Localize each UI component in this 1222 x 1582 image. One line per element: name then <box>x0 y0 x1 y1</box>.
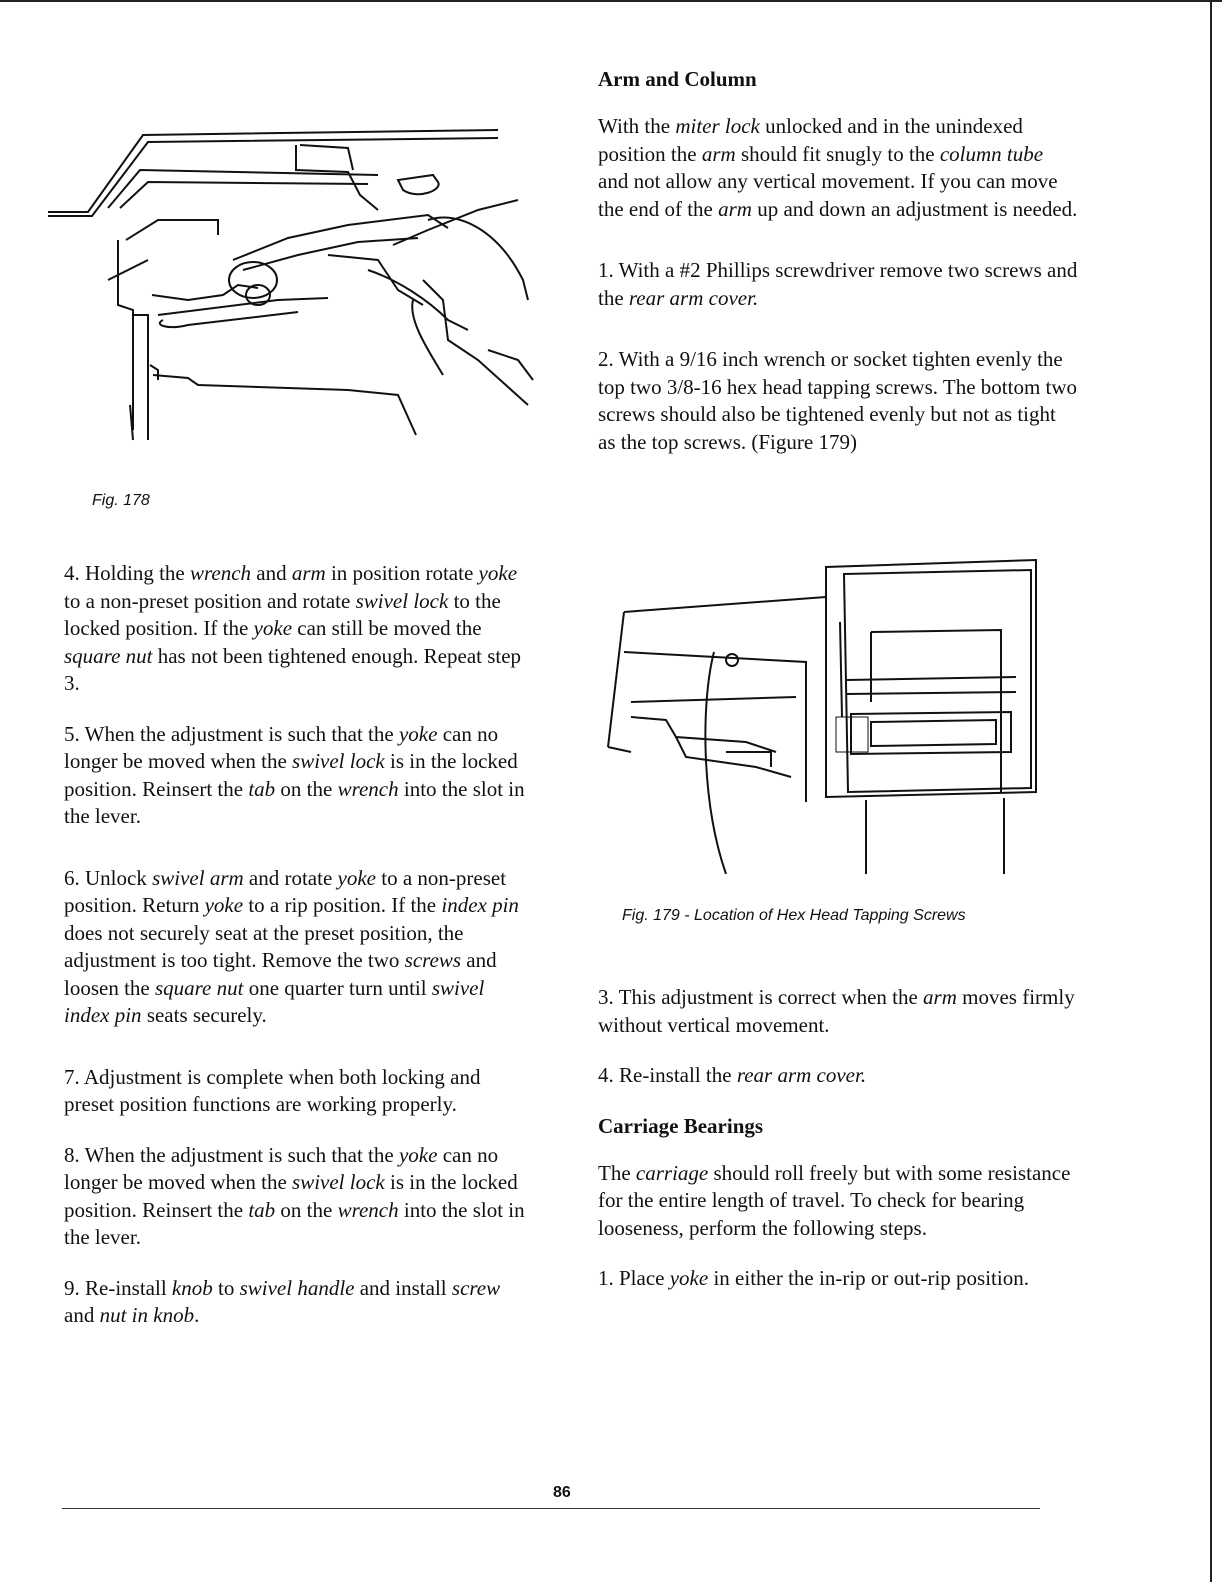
figure-179-caption: Fig. 179 - Location of Hex Head Tapping Screws <box>622 907 966 924</box>
step-6-paragraph: 6. Unlock swivel arm and rotate yoke to a non-preset position. Return yoke to a rip position. If the index pin does not securely seat at the preset position, the adjustment is too tight. Remove the two screws and loosen the square nut one quarter turn until swivel index pin seats securely. <box>64 865 519 1027</box>
arm-column-intro-paragraph: With the miter lock unlocked and in the unindexed position the arm should fit snugly to the column tube and not allow any vertical movement. If you can move the end of the arm up and down an adjustment is needed. <box>598 114 1078 221</box>
top-border <box>0 0 1222 2</box>
left-column <box>64 560 534 1353</box>
right-border <box>1210 0 1212 1582</box>
arm-step-1-paragraph: 1. With a #2 Phillips screwdriver remove two screws and the rear arm cover. <box>598 258 1078 310</box>
arm-step-4-paragraph: 4. Re-install the rear arm cover. <box>598 1063 867 1087</box>
right-column-lower <box>598 984 1078 1316</box>
step-4-paragraph: 4. Holding the wrench and arm in position rotate yoke to a non-preset position and rotate swivel lock to the locked position. If the yoke can still be moved the square nut has not been tightened enough. Repeat step 3. <box>64 561 522 695</box>
step-9-paragraph: 9. Re-install knob to swivel handle and install screw and nut in knob. <box>64 1275 501 1327</box>
right-column <box>598 66 1078 479</box>
carriage-intro-paragraph: The carriage should roll freely but with some resistance for the entire length of travel. To check for bearing looseness, perform the following steps. <box>598 1160 1071 1240</box>
bottom-rule <box>62 1508 1040 1509</box>
arm-step-3-paragraph: 3. This adjustment is correct when the arm moves firmly without vertical movement. <box>598 985 1075 1037</box>
step-8-paragraph: 8. When the adjustment is such that the yoke can no longer be moved when the swivel lock is in the locked position. Reinsert the tab on the wrench into the slot in the lever. <box>64 1142 525 1249</box>
arm-step-2-paragraph: 2. With a 9/16 inch wrench or socket tighten evenly the top two 3/8-16 hex head tapping screws. The bottom two screws should also be tightened evenly but not as tight as the top screws. (Figure 179) <box>598 347 1078 454</box>
arm-and-column-heading: Arm and Column <box>598 67 757 91</box>
carriage-bearings-heading: Carriage Bearings <box>598 1113 764 1138</box>
step-5-paragraph: 5. When the adjustment is such that the yoke can no longer be moved when the swivel lock is in the locked position. Reinsert the tab on the wrench into the slot in the lever. <box>64 721 525 828</box>
carriage-step-1-paragraph: 1. Place yoke in either the in-rip or out-rip position. <box>598 1266 1029 1290</box>
figure-179-illustration <box>606 552 1058 874</box>
page-number: 86 <box>553 1484 571 1501</box>
step-7-paragraph: 7. Adjustment is complete when both locking and preset position functions are working properly. <box>64 1064 481 1116</box>
figure-178-caption: Fig. 178 <box>92 492 150 509</box>
figure-178-illustration <box>48 120 538 460</box>
